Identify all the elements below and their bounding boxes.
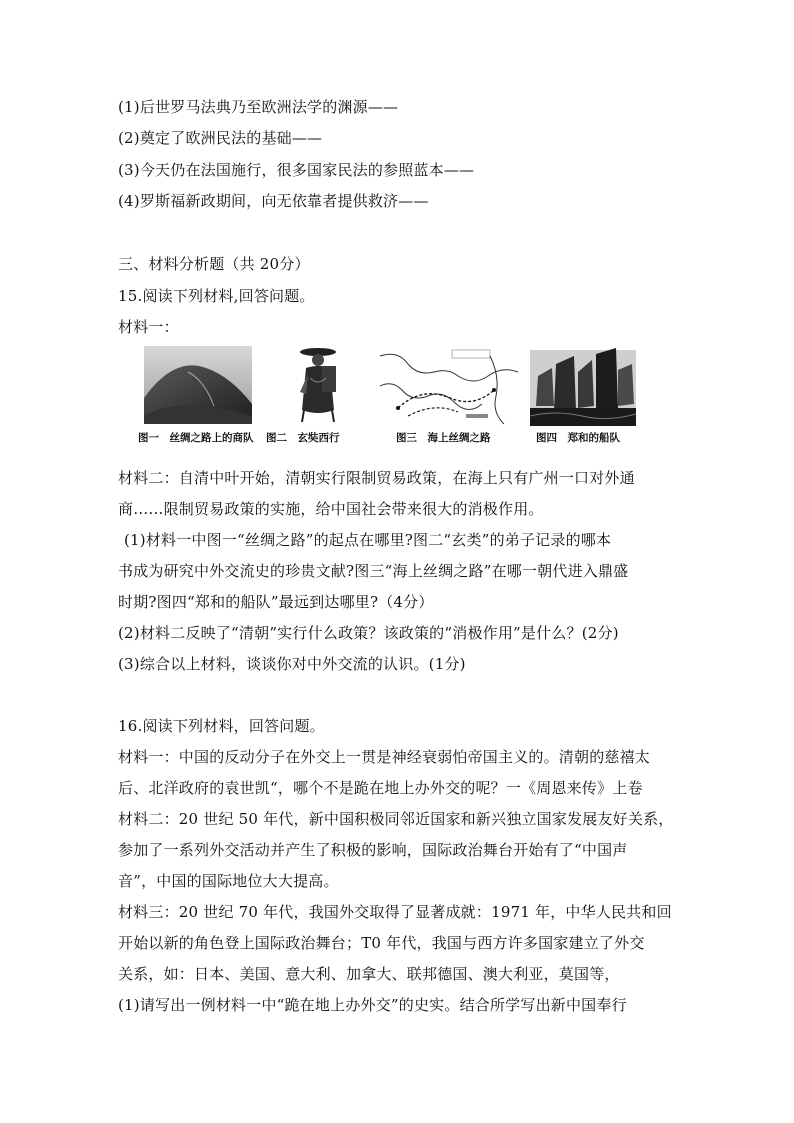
q16-line-7: 开始以新的角色登上国际政治舞台；T0 年代，我国与西方许多国家建立了外交 [118,934,645,952]
material2-line-2: 商……限制贸易政策的实施，给中国社会带来很大的消极作用。 [118,500,544,518]
figure-row [140,346,660,446]
q16-line-1: 材料一：中国的反动分子在外交上一贯是神经衰弱怕帝国主义的。清朝的慈禧太 [118,748,651,766]
q16-line-9: (1)请写出一例材料一中“跪在地上办外交”的史实。结合所学写出新中国奉行 [118,996,627,1014]
material1-label: 材料一： [118,318,179,336]
section-heading: 三、材料分析题（共 20分） [118,255,310,273]
q15-question-line-2: 书成为研究中外交流史的珍贵文献?图三“海上丝绸之路”在哪一朝代进入鼎盛 [118,562,629,580]
q16-line-5: 音”，中国的国际地位大大提高。 [118,872,339,890]
item-1: (1)后世罗马法典乃至欧洲法学的渊源—— [118,98,399,116]
figure-2-caption: 图二 玄奘西行 [266,432,340,444]
item-4: (4)罗斯福新政期间，向无依靠者提供救济—— [118,192,429,210]
q15-question-line-5: (3)综合以上材料，谈谈你对中外交流的认识。(1分) [118,655,466,673]
q15-question-line-3: 时期?图四“郑和的船队”最远到达哪里?（4分） [118,593,434,611]
q16-line-3: 材料二：20 世纪 50 年代，新中国积极同邻近国家和新兴独立国家发展友好关系， [118,810,674,828]
xuanzang-figure-icon [292,346,348,426]
q16-line-8: 关系，如：日本、美国、意大利、加拿大、联邦德国、澳大利亚，莫国等， [118,965,620,983]
q15-title: 15.阅读下列材料,回答问题。 [118,287,315,305]
maritime-route-map-icon [378,346,520,428]
treasure-fleet-photo-icon [530,346,636,426]
q16-line-4: 参加了一系列外交活动并产生了积极的影响，国际政治舞台开始有了“中国声 [118,841,628,859]
material2-line-1: 材料二：自清中叶开始，清朝实行限制贸易政策，在海上只有广州一口对外通 [118,469,635,487]
q16-line-2: 后、北洋政府的袁世凯“，哪个不是跪在地上办外交的呢？一《周恩来传》上卷 [118,779,643,797]
q16-line-6: 材料三：20 世纪 70 年代，我国外交取得了显著成就：1971 年，中华人民共和回 [118,903,672,921]
item-2: (2)奠定了欧洲民法的基础—— [118,129,323,147]
q15-question-line-1: (1)材料一中图一“丝绸之路”的起点在哪里?图二“玄类”的弟子记录的哪本 [124,531,612,549]
figure-3-caption: 图三 海上丝绸之路 [396,432,491,444]
figure-4-caption: 图四 郑和的船队 [536,432,620,444]
q16-title: 16.阅读下列材料，回答问题。 [118,717,325,735]
q15-question-line-4: (2)材料二反映了“清朝”实行什么政策？该政策的“消极作用”是什么？(2分) [118,624,619,642]
item-3: (3)今天仍在法国施行，很多国家民法的参照蓝本—— [118,161,475,179]
figure-1-caption: 图一 丝绸之路上的商队 [138,432,254,444]
desert-caravan-photo-icon [144,346,252,424]
